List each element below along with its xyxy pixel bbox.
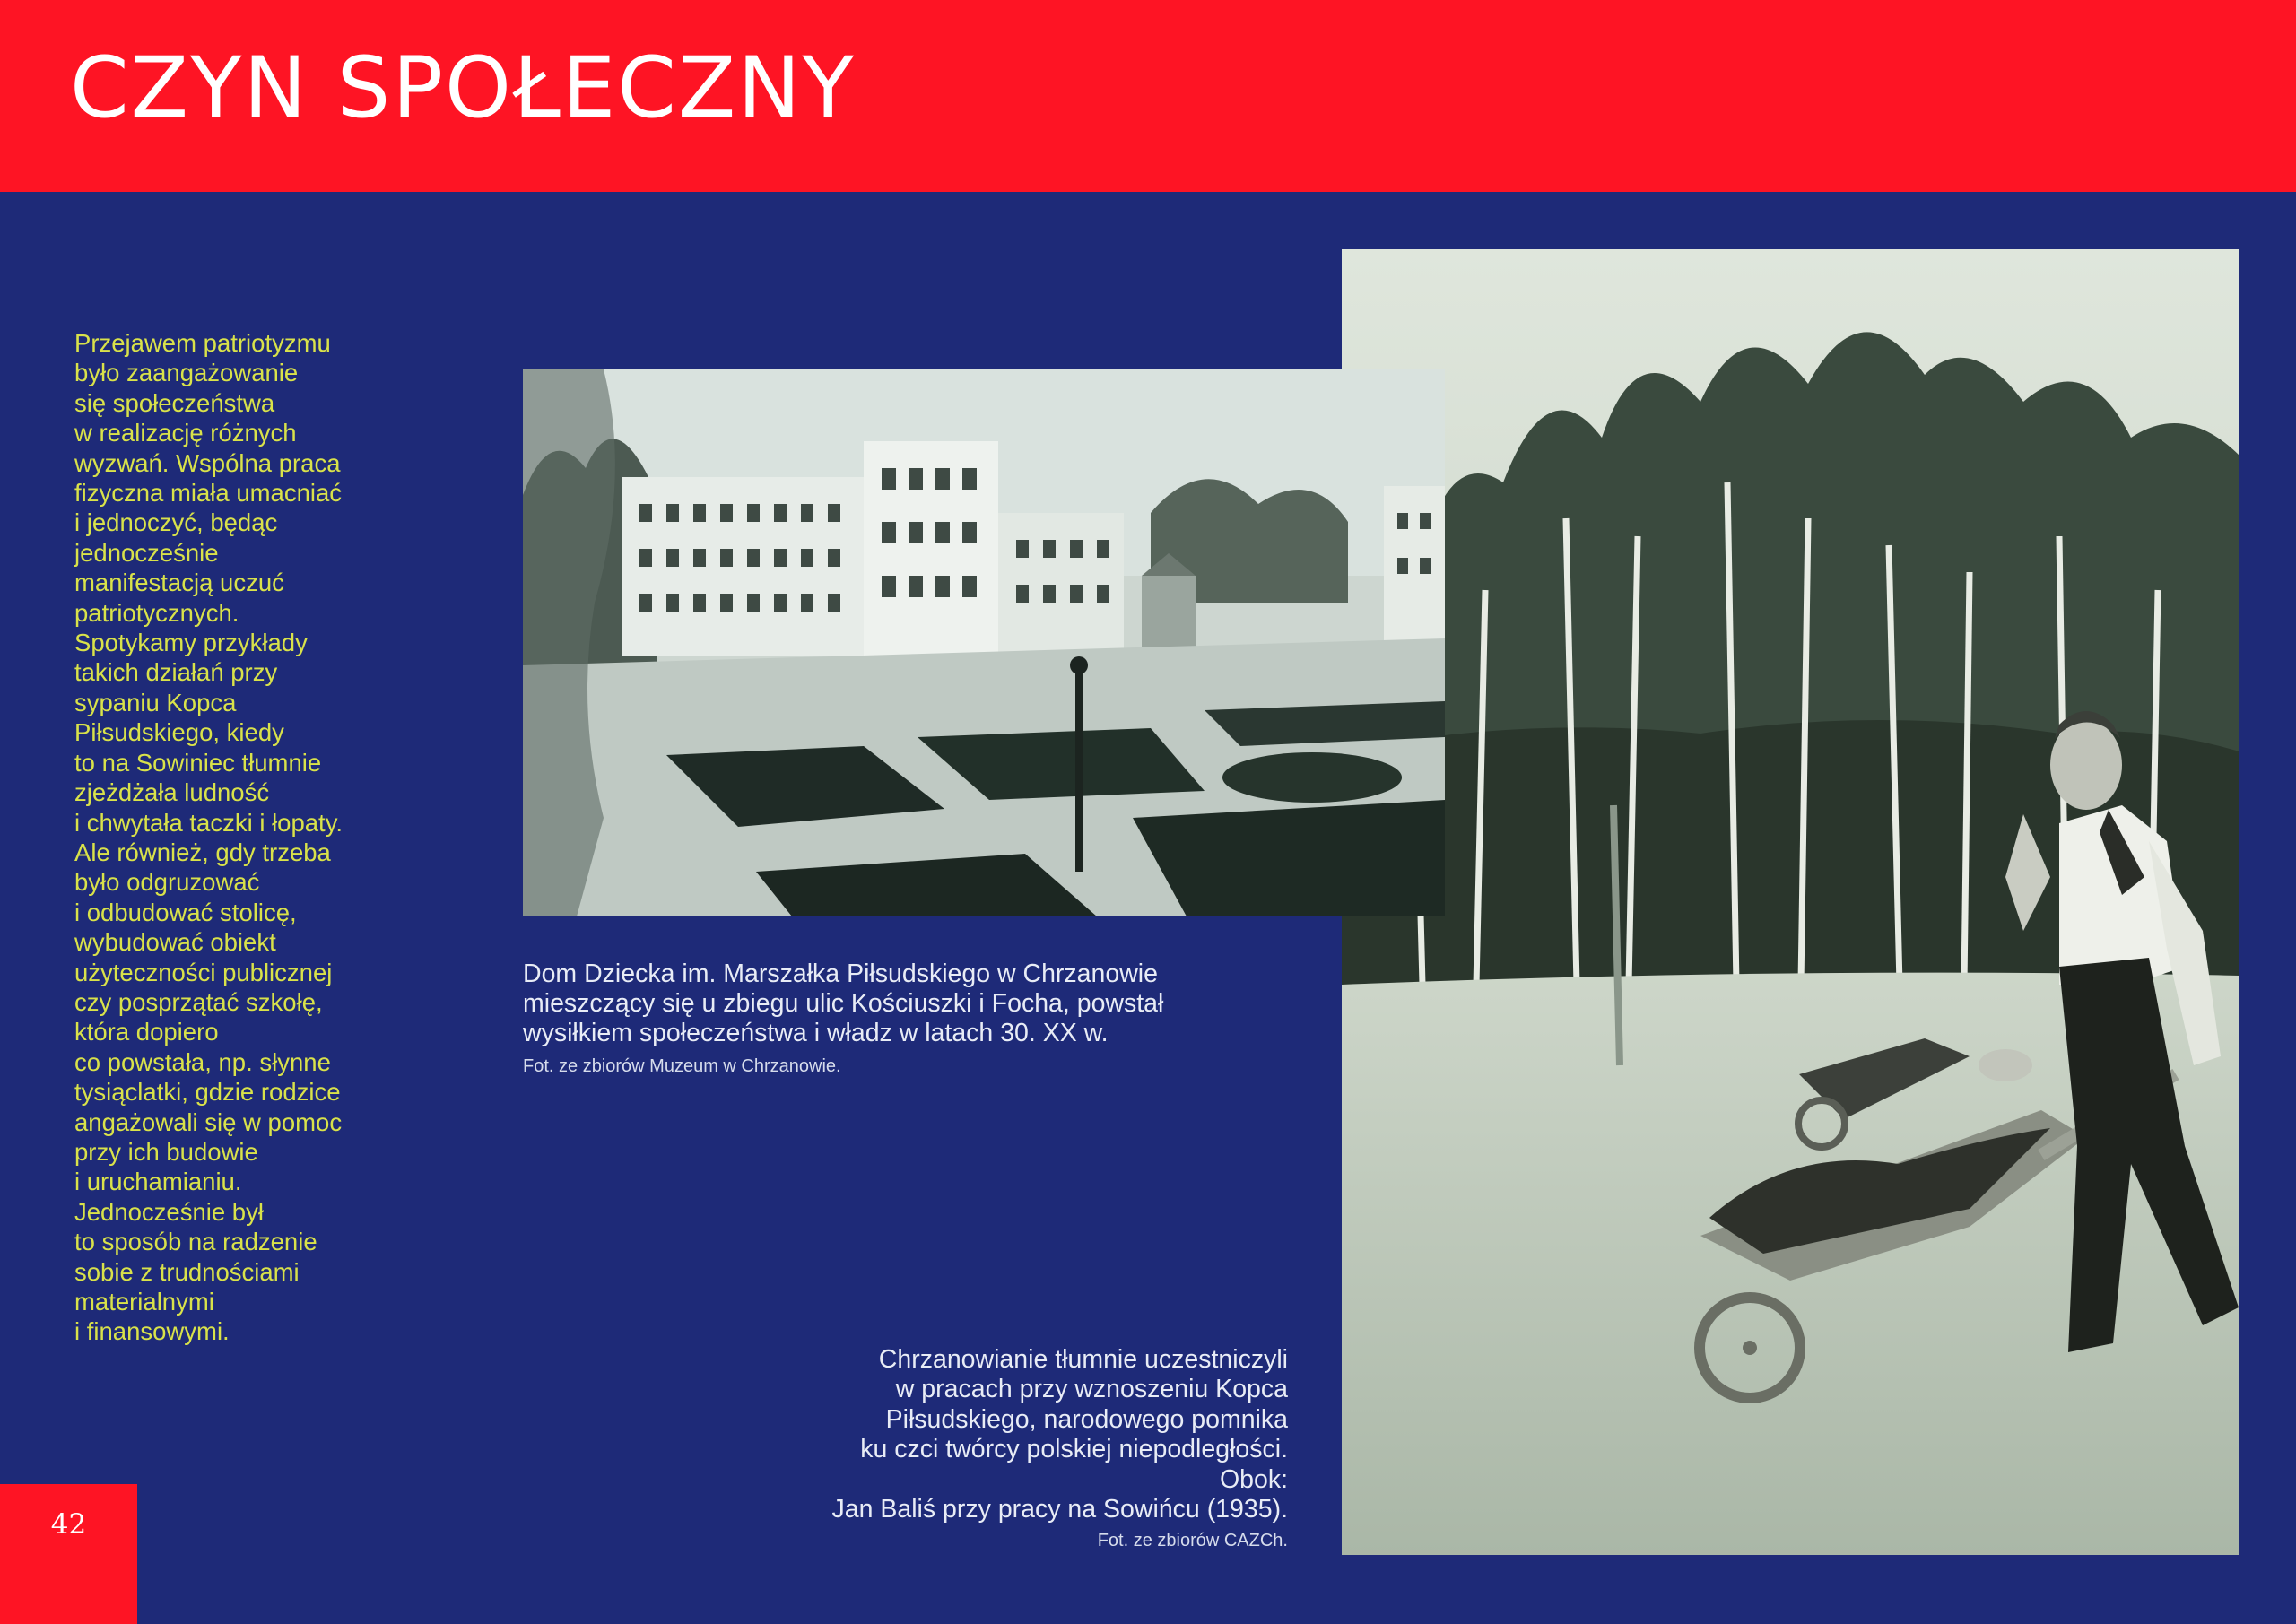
wheelbarrow-photo <box>1342 249 2239 1555</box>
wheelbarrow-photo-caption: Chrzanowianie tłumnie uczestniczyli w pracach przy wznoszeniu Kopca Piłsudskiego, narodowego pomnika ku czci twórcy polskiej niepodległości. Obok: Jan Baliś przy pracy na Sowińcu (1935). <box>831 1345 1288 1524</box>
building-photo-caption: Dom Dziecka im. Marszałka Piłsudskiego w Chrzanowie mieszczący się u zbiegu ulic Kościuszki i Focha, powstał wysiłkiem społeczeństwa i władz w latach 30. XX w. <box>523 960 1164 1047</box>
wheelbarrow-photo-credit: Fot. ze zbiorów CAZCh. <box>1097 1531 1288 1550</box>
body-text: Przejawem patriotyzmu było zaangażowanie się społeczeństwa w realizację różnych wyzwań. Wspólna praca fizyczna miała umacniać i jednoczyć, będąc jednocześnie manifestacją uczuć patriotycznych. Spotykamy przykłady takich działań przy sypaniu Kopca Piłsudskiego, kiedy to na Sowiniec tłumnie zjeżdżała ludność i chwytała taczki i łopaty. Ale również, gdy trzeba było odgruzować i odbudować stolicę, wybudować obiekt użyteczności publicznej czy posprzątać szkołę, która dopiero co powstała, np. słynne tysiąclatki, gdzie rodzice angażowali się w pomoc przy ich budowie i uruchamianiu. Jednocześnie był to sposób na radzenie sobie z trudnościami materialnymi i finansowymi. <box>74 329 344 1346</box>
page-number-box <box>0 1484 137 1624</box>
building-photo <box>523 369 1445 916</box>
header-bar <box>0 0 2296 192</box>
building-photo-credit: Fot. ze zbiorów Muzeum w Chrzanowie. <box>523 1056 841 1076</box>
page-number: 42 <box>50 1508 87 1541</box>
page-title: CZYN SPOŁECZNY <box>70 39 856 137</box>
